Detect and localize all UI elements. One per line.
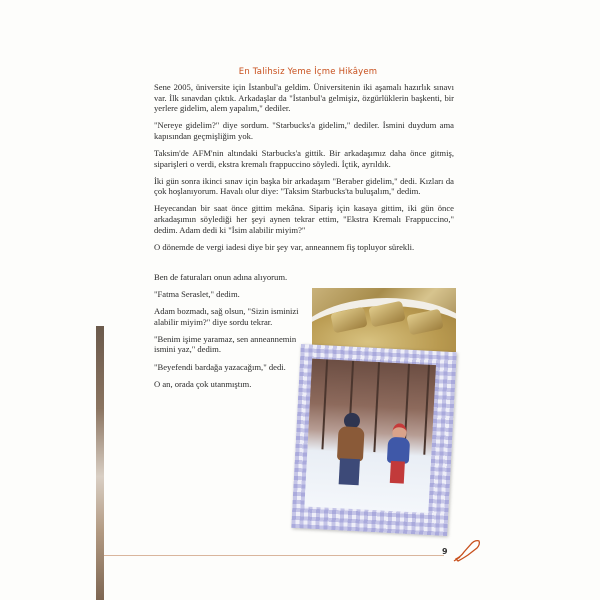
body-text (154, 82, 454, 259)
paragraph: Sene 2005, üniversite için İstanbul'a geldim. Üniversitenin iki aşamalı hazırlık sınavı var. İlk sınavdan çıktık. Arkadaşlar da "İstanbul'a gelmişiz, özgürlüklerin başkenti, bir yerlere gidelim, alem yapalım," dediler. (154, 82, 454, 114)
tree-trunk (423, 365, 430, 455)
paragraph: O dönemde de vergi iadesi diye bir şey var, anneannem fiş topluyor sürekli. (154, 241, 415, 252)
tree-trunk (373, 362, 380, 452)
paragraph: Adam bozmadı, sağ olsun, "Sizin isminizi alabilir miyim?" diye sordu tekrar. (154, 306, 299, 327)
childhood-photo-frame (291, 344, 456, 536)
paragraph: O an, orada çok utanmıştım. (154, 378, 252, 389)
chapter-title: En Talihsiz Yeme İçme Hikâyem (238, 67, 378, 77)
page-edge-photo-strip (96, 326, 104, 600)
spoon-icon (452, 537, 482, 563)
child-figure-body (337, 426, 365, 461)
child-figure-legs (339, 458, 360, 485)
snow-photo (304, 359, 436, 513)
footer-divider (104, 555, 444, 556)
paragraph: "Nereye gidelim?" diye sordum. "Starbucks'a gidelim," dediler. İsmini duydum ama kapısından geçmişliğim yok. (154, 120, 454, 141)
paragraph: "Fatma Seraslet," dedim. (154, 289, 240, 300)
tree-trunk (321, 359, 328, 449)
page-number: 9 (442, 547, 448, 556)
paragraph: Taksim'de AFM'nin altındaki Starbucks'a gittik. Bir arkadaşımız daha önce gitmiş, siparişleri o verdi, ekstra kremalı frappuccino söyledi. İçtik, ayrıldık. (154, 147, 454, 169)
paragraph: Heyecandan bir saat önce gittim mekâna. Sipariş için kasaya gittim, iki gün önce arkadaşımın söylediği her şeyi aynen tekrar ettim, "Ekstra Kremalı Frappuccino," dedim. Adam dedi ki "İsim alabilir miyim?" (154, 203, 454, 235)
paragraph: "Benim işime yaramaz, sen anneannemin ismini yaz," dedim. (154, 333, 297, 355)
food-photo (312, 288, 456, 352)
child-figure-body (387, 437, 410, 464)
paragraph: Ben de faturaları onun adına alıyorum. (154, 272, 288, 282)
narrow-text-column (154, 272, 314, 396)
child-figure-legs (390, 461, 405, 484)
paragraph: "Beyefendi bardağa yazacağım," dedi. (154, 361, 286, 372)
paragraph: İki gün sonra ikinci sınav için başka bir arkadaşım "Beraber gidelim," dedi. Kızları da çok hoşlanıyorum. Havalı olur diye: "Taksim Starbucks'ta buluşalım," dedim. (154, 175, 454, 197)
